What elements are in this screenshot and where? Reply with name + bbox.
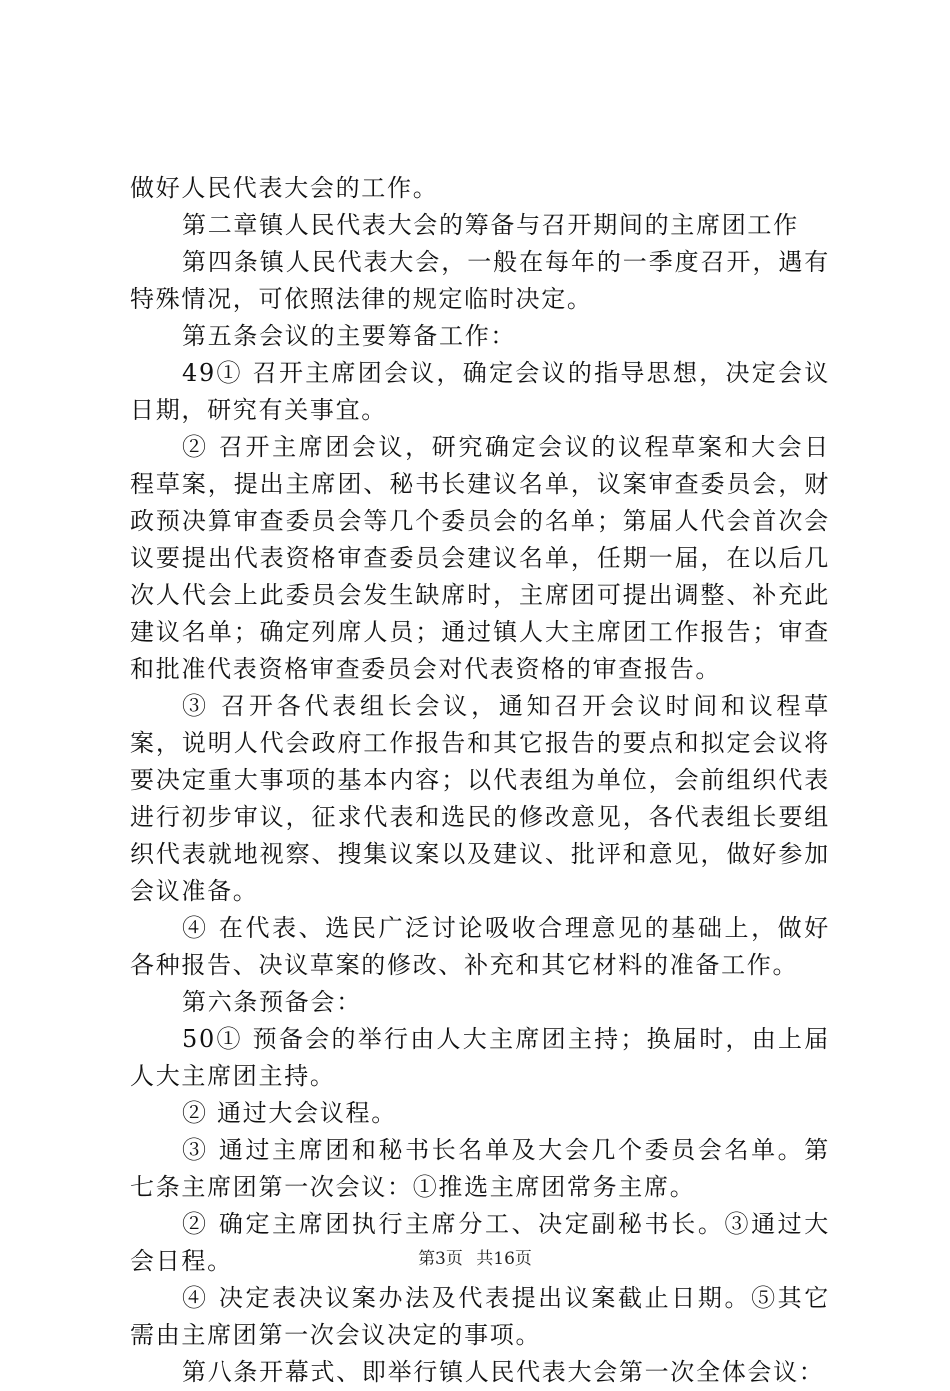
paragraph: 49① 召开主席团会议，确定会议的指导思想，决定会议日期，研究有关事宜。 — [130, 359, 830, 424]
paragraph: 第四条镇人民代表大会，一般在每年的一季度召开，遇有特殊情况，可依照法律的规定临时决定。 — [130, 248, 830, 313]
page-total: 共16页 — [476, 1249, 532, 1269]
paragraph: ④ 在代表、选民广泛讨论吸收合理意见的基础上，做好各种报告、决议草案的修改、补充和其它材料的准备工作。 — [130, 914, 830, 979]
paragraph: ② 确定主席团执行主席分工、决定副秘书长。③通过大会日程。 — [130, 1210, 830, 1275]
paragraph: 第五条会议的主要筹备工作： — [182, 322, 517, 350]
page-footer — [0, 1244, 950, 1269]
paragraph: ② 通过大会议程。 — [182, 1099, 397, 1127]
paragraph: 第二章镇人民代表大会的筹备与召开期间的主席团工作 — [182, 211, 799, 239]
paragraph: 第八条开幕式、即举行镇人民代表大会第一次全体会议： — [182, 1358, 825, 1386]
paragraph: 第六条预备会： — [182, 988, 362, 1016]
document-body — [130, 170, 830, 1391]
paragraph: 做好人民代表大会的工作。 — [130, 174, 439, 202]
paragraph: ④ 决定表决议案办法及代表提出议案截止日期。⑤其它需由主席团第一次会议决定的事项。 — [130, 1284, 830, 1349]
paragraph: 50① 预备会的举行由人大主席团主持；换届时，由上届人大主席团主持。 — [130, 1025, 830, 1090]
paragraph: ② 召开主席团会议，研究确定会议的议程草案和大会日程草案，提出主席团、秘书长建议名单，议案审查委员会，财政预决算审查委员会等几个委员会的名单；第届人代会首次会议要提出代表资格审查委员会建议名单，任期一届，在以后几次人代会上此委员会发生缺席时，主席团可提出调整、补充此建议名单；确定列席人员；通过镇人大主席团工作报告；审查和批准代表资格审查委员会对代表资格的审查报告。 — [130, 433, 830, 683]
paragraph: ③ 召开各代表组长会议，通知召开会议时间和议程草案，说明人代会政府工作报告和其它报告的要点和拟定会议将要决定重大事项的基本内容；以代表组为单位，会前组织代表进行初步审议，征求代表和选民的修改意见，各代表组长要组织代表就地视察、搜集议案以及建议、批评和意见，做好参加会议准备。 — [130, 692, 830, 905]
paragraph: ③ 通过主席团和秘书长名单及大会几个委员会名单。第七条主席团第一次会议：①推选主席团常务主席。 — [130, 1136, 830, 1201]
page-number: 第3页 — [418, 1249, 463, 1269]
